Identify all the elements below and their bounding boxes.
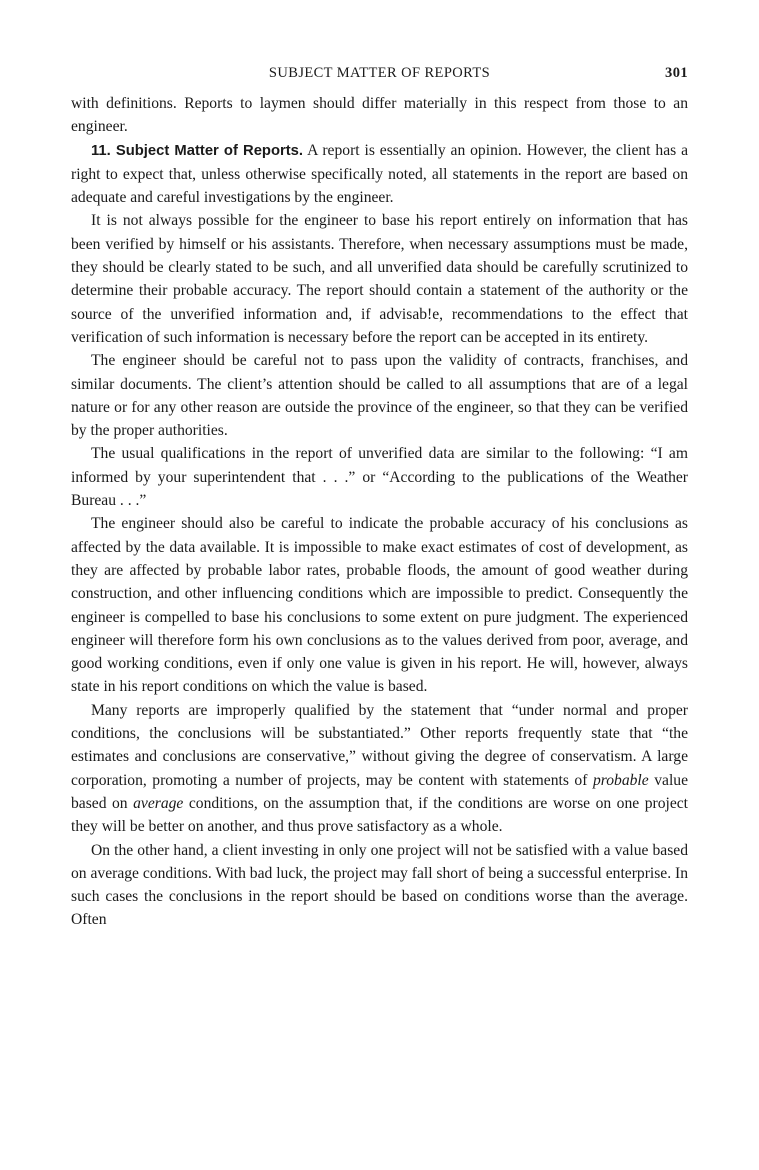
page-number: 301 — [665, 65, 688, 81]
paragraph-qualifications: The usual qualifications in the report of unverified data are similar to the following: “I am informed by your superintendent that . . .” or “According to the publications of the Weather Bureau . . .” — [71, 445, 688, 510]
text-run: Many reports are improperly qualified by the statement that “under normal and proper conditions, the conclusions will be substantiated.” Other reports frequently state that “the estimates and conclusions are conservative,” without giving the degree of conservatism. A large corporation, promoting a number of projects, may be content with statements of — [71, 701, 688, 789]
emphasis-average: average — [133, 794, 184, 812]
paragraph-accuracy: The engineer should also be careful to indicate the probable accuracy of his conclusions as affected by the data available. It is impossible to make exact estimates of cost of development, as they are affected by probable labor rates, probable floods, the amount of good weather during construction, and other influencing conditions which are impossible to predict. Consequently the engineer is compelled to base his conclusions to some extent on pure judgment. The experienced engineer will therefore form his own conclusions as to the values derived from poor, average, and good working conditions, even if only one value is given in his report. He will, however, always state in his report conditions on which the value is based. — [71, 515, 688, 696]
paragraph-assumptions: It is not always possible for the engineer to base his report entirely on information that has been verified by himself or his assistants. Therefore, when necessary assumptions must be made, they should be clearly stated to be such, and all unverified data should be carefully scrutinized to determine their probable accuracy. The report should contain a statement of the authority or the source of the unverified information and, if advisab!e, recommendations to the effect that verification of such information is necessary before the report can be accepted in its entirety. — [71, 212, 688, 346]
paragraph-legal: The engineer should be careful not to pass upon the validity of contracts, franchises, and similar documents. The client’s attention should be called to all assumptions that are of a legal nature or for any other reason are outside the province of the engineer, so that they can be verified by the proper authorities. — [71, 352, 688, 440]
text-run: value based on — [71, 771, 688, 812]
paragraph-single-project: On the other hand, a client investing in only one project will not be satisfied with a value based on average conditions. With bad luck, the project may fall short of being a successful enterprise. In such cases the conclusions in the report should be based on conditions worse than the average. Often — [71, 841, 689, 929]
book-page — [71, 62, 688, 932]
running-header — [71, 62, 688, 88]
paragraph-continuation: with definitions. Reports to laymen should differ materially in this respect from those to an engineer. — [71, 95, 688, 136]
emphasis-probable: probable — [592, 771, 649, 789]
running-title: SUBJECT MATTER OF REPORTS — [268, 65, 491, 81]
section-11-text: A report is essentially an opinion. However, the client has a right to expect that, unless otherwise specifically noted, all statements in the report are based on adequate and careful investigations by the engineer. — [71, 141, 688, 207]
paragraph-improper-qualification — [71, 699, 688, 839]
section-heading: 11. Subject Matter of Reports. — [91, 142, 304, 159]
text-run: conditions, on the assumption that, if the conditions are worse on one project they will be better on another, and thus prove satisfactory as a whole. — [71, 794, 688, 836]
section-11-paragraph — [71, 139, 688, 210]
